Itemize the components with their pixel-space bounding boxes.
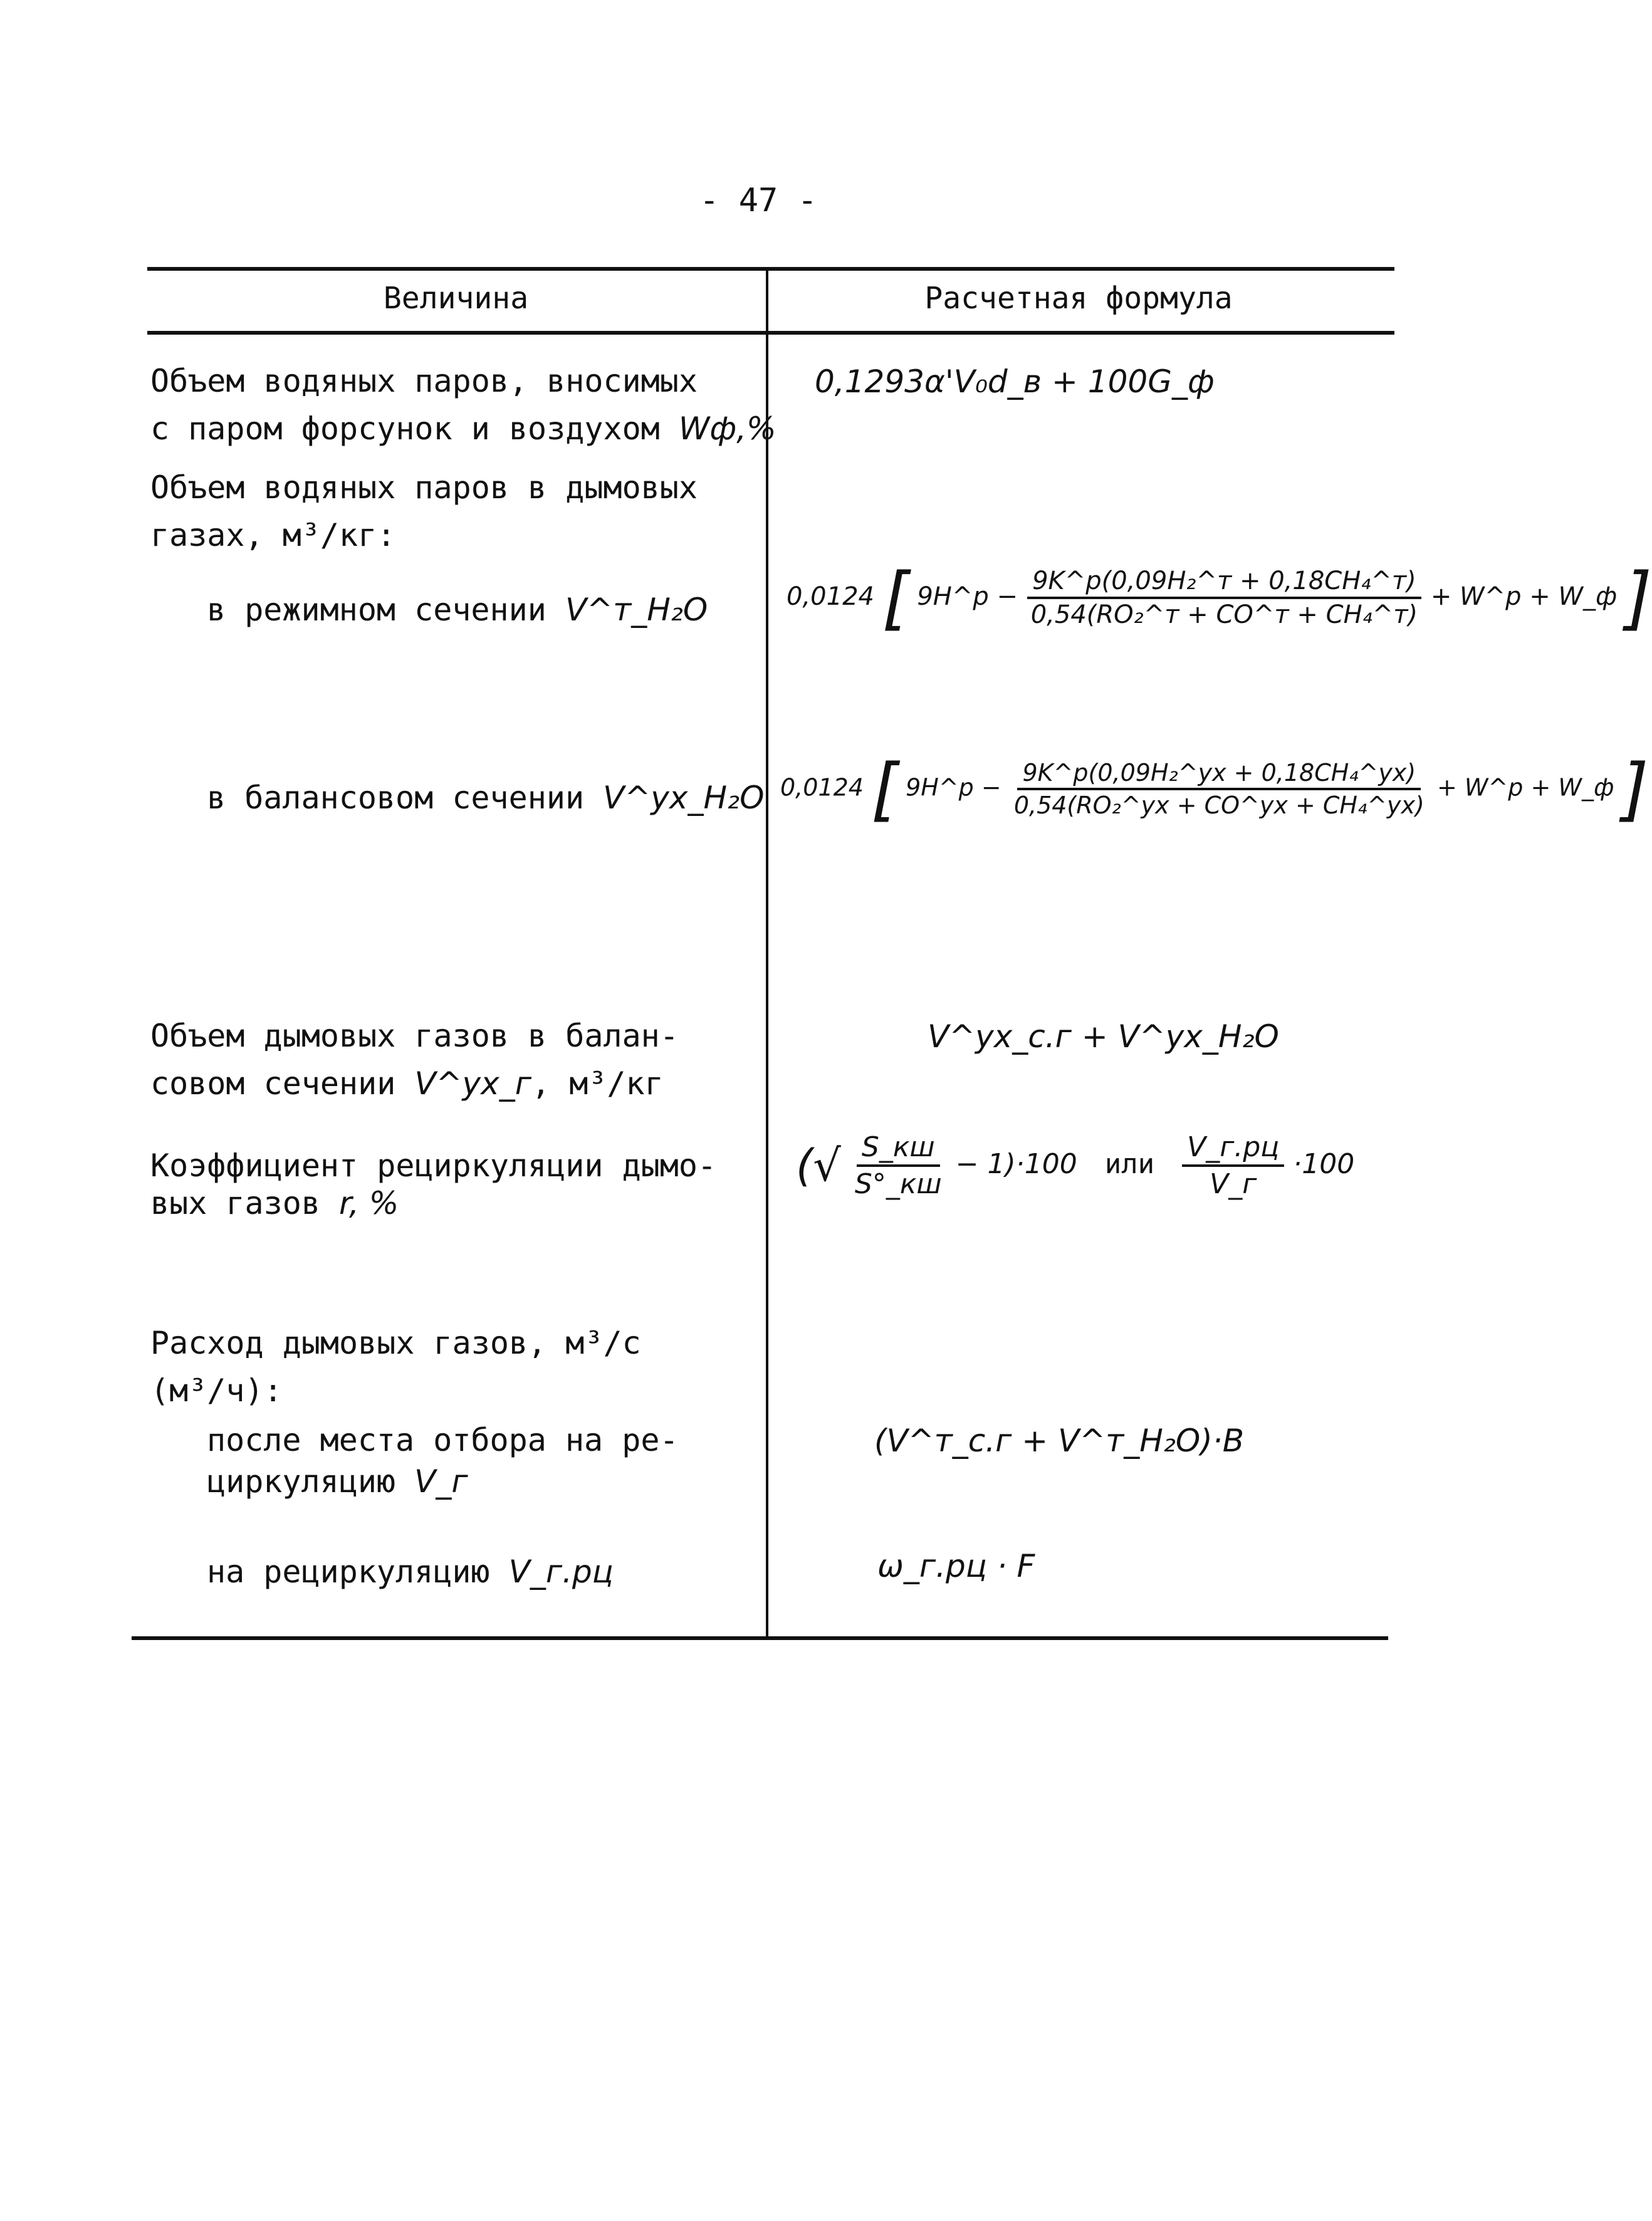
- label-text: на рециркуляцию: [207, 1554, 490, 1590]
- symbol: r, %: [339, 1185, 399, 1221]
- label-line: Объем водяных паров, вносимых: [150, 363, 698, 399]
- symbol: Wф,%: [678, 410, 776, 447]
- table-bottom-rule: [132, 1636, 1388, 1640]
- coef: 0,0124: [787, 582, 874, 611]
- numerator: V_г.рц: [1182, 1131, 1284, 1167]
- formula-vapour-balance-section: [780, 749, 1648, 829]
- coef: 0,0124: [780, 773, 864, 802]
- lead: 9H^р −: [917, 582, 1018, 611]
- bracket-close: ]: [1624, 558, 1652, 638]
- page-number: - 47 -: [699, 182, 817, 219]
- fraction: [1009, 759, 1430, 819]
- f-left-pre: (√: [796, 1140, 841, 1191]
- row-label: [207, 586, 708, 634]
- label-line: (м³/ч):: [150, 1372, 283, 1409]
- symbol: V^ух_г: [414, 1065, 532, 1102]
- symbol: V_г.рц: [508, 1554, 614, 1590]
- f-left-post: − 1)·100: [955, 1148, 1077, 1180]
- header-quantity: Величина: [383, 281, 529, 316]
- row-label: [150, 464, 698, 559]
- label-text: в балансовом сечении: [207, 780, 585, 816]
- symbol: V^т_H₂O: [565, 592, 708, 628]
- label-line: циркуляцию: [207, 1463, 396, 1500]
- denominator: 0,54(RO₂^ух + CO^ух + CH₄^ух): [1013, 792, 1425, 819]
- table-top-rule: [147, 267, 1394, 271]
- bracket-open: [: [882, 558, 909, 638]
- formula-vapour-mode-section: [787, 558, 1652, 638]
- formula-flue-gas-volume: V^ух_с.г + V^ух_H₂O: [928, 1018, 1279, 1055]
- row-label: [207, 1419, 679, 1502]
- fraction-right: [1182, 1131, 1284, 1200]
- numerator: 9K^р(0,09H₂^т + 0,18CH₄^т): [1027, 567, 1421, 599]
- label-line: совом сечении: [150, 1065, 396, 1102]
- row-label: [150, 1147, 716, 1222]
- fraction: [1026, 567, 1423, 629]
- label-line: с паром форсунок и воздухом: [150, 410, 660, 447]
- lead: 9H^р −: [906, 773, 1001, 802]
- f-right-post: ·100: [1293, 1148, 1355, 1180]
- or-word: или: [1104, 1148, 1155, 1180]
- numerator: 9K^р(0,09H₂^ух + 0,18CH₄^ух): [1017, 759, 1421, 790]
- fraction-left: [850, 1131, 947, 1200]
- label-line: Коэффициент рециркуляции дымо-: [150, 1147, 717, 1184]
- row-label: [207, 1548, 614, 1596]
- denominator: S°_кш: [854, 1168, 942, 1200]
- label-line: газах, м³/кг:: [150, 517, 396, 553]
- label-line: вых газов: [150, 1185, 320, 1221]
- label-line: Объем дымовых газов в балан-: [150, 1018, 679, 1054]
- header-formula: Расчетная формула: [924, 281, 1233, 316]
- label-line: после места отбора на ре-: [207, 1422, 679, 1458]
- symbol: V^ух_H₂O: [603, 780, 765, 816]
- denominator: 0,54(RO₂^т + CO^т + CH₄^т): [1030, 600, 1418, 629]
- formula-gas-flow-after-extraction: (V^т_с.г + V^т_H₂O)·B: [874, 1423, 1244, 1459]
- row-label: [150, 1012, 679, 1107]
- unit: , м³/кг: [531, 1065, 664, 1102]
- tail: + W^р + W_ф: [1436, 773, 1614, 802]
- formula-water-vapour-injected: 0,1293α'V₀d_в + 100G_ф: [815, 363, 1215, 400]
- row-label: [207, 774, 764, 822]
- label-line: Расход дымовых газов, м³/с: [150, 1325, 641, 1361]
- label-line: Объем водяных паров в дымовых: [150, 469, 698, 506]
- bracket-open: [: [871, 749, 898, 829]
- row-label: [150, 1319, 641, 1414]
- denominator: V_г: [1210, 1168, 1257, 1200]
- row-label: [150, 357, 776, 452]
- formula-recirculation-coefficient: [796, 1131, 1354, 1200]
- label-text: в режимном сечении: [207, 592, 546, 628]
- formula-recirculation-flow: ω_г.рц · F: [877, 1548, 1035, 1584]
- numerator: S_кш: [857, 1131, 940, 1167]
- bracket-close: ]: [1621, 749, 1649, 829]
- table-header-rule: [147, 331, 1394, 335]
- column-divider: [766, 269, 768, 1639]
- symbol: V_г: [414, 1463, 468, 1500]
- tail: + W^р + W_ф: [1430, 582, 1618, 611]
